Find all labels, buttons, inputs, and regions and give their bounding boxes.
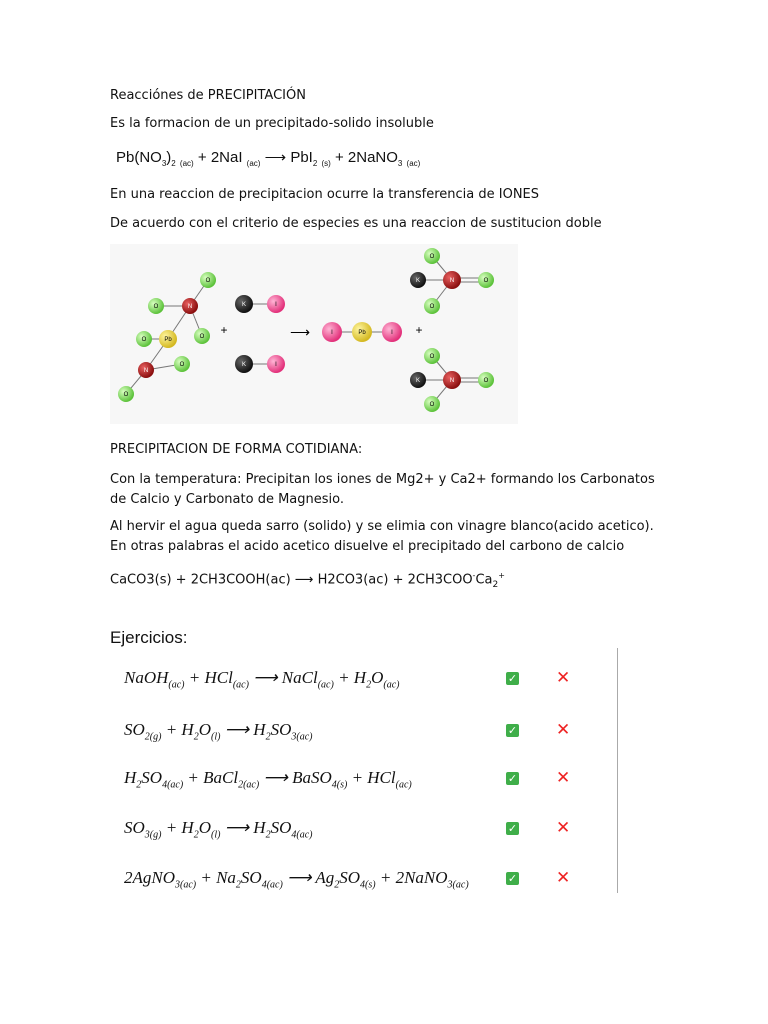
- cross-icon[interactable]: ✕: [556, 818, 571, 838]
- exercise-equation: [124, 668, 399, 690]
- acetic-equation: CaCO3(s) + 2CH3COOH(ac) ⟶ $H2CO3(ac) + 2CH3COO^-Ca_2^+$: [110, 571, 505, 590]
- exercise-equation: [124, 720, 312, 742]
- subscript: (ac): [395, 779, 412, 791]
- formula-text: + H: [333, 668, 367, 687]
- svg-text:O: O: [429, 402, 435, 408]
- formula-text: SO: [124, 818, 145, 837]
- subscript: (ac): [232, 679, 249, 691]
- subscript: 2: [136, 779, 142, 791]
- oxygen-label: O: [123, 392, 129, 398]
- formula-text: + 2NaNO: [375, 868, 448, 887]
- oxygen-label: O: [141, 337, 147, 343]
- subscript: 2: [265, 731, 271, 743]
- formula-text: SO: [339, 868, 361, 887]
- exercises-title: Ejercicios:: [110, 628, 188, 647]
- subscript: 3(ac): [291, 731, 313, 743]
- definition-line: Es la formacion de un precipitado-solido insoluble: [110, 116, 434, 131]
- subscript: (ac): [383, 679, 400, 691]
- subscript: 2: [334, 879, 340, 891]
- formula-text: SO: [240, 868, 262, 887]
- svg-text:O: O: [429, 354, 435, 360]
- subscript: 4(s): [331, 779, 348, 791]
- formula-text: ⟶ H: [220, 720, 266, 739]
- check-icon[interactable]: ✓: [507, 724, 518, 737]
- svg-text:K: K: [415, 378, 421, 384]
- subscript: 3(g): [144, 829, 162, 841]
- section-heading: Reacciónes de PRECIPITACIÓN: [110, 88, 306, 103]
- subscript: 2(g): [144, 731, 162, 743]
- svg-text:K: K: [241, 362, 247, 368]
- svg-text:N: N: [449, 378, 455, 384]
- svg-text:I: I: [275, 362, 277, 368]
- boiling-paragraph: Al hervir el agua queda sarro (solido) y se elimia con vinagre blanco(acido acetico). En otras palabras el acido acetico disuelve el precipitado del carbono de calcio: [110, 519, 654, 554]
- formula-text: SO: [141, 768, 163, 787]
- exercise-row: [124, 766, 604, 796]
- exercise-equation: [124, 768, 412, 790]
- svg-text:O: O: [429, 304, 435, 310]
- check-icon[interactable]: ✓: [507, 872, 518, 885]
- subscript: 3(ac): [447, 879, 469, 891]
- exercise-row: [124, 816, 604, 846]
- panel-divider: [617, 648, 618, 893]
- transfer-line: En una reaccion de precipitacion ocurre la transferencia de IONES: [110, 187, 540, 202]
- subscript: 2(ac): [238, 779, 260, 791]
- formula-text: ⟶ H: [220, 818, 266, 837]
- subscript: 4(s): [360, 879, 376, 891]
- formula-text: + Na: [196, 868, 236, 887]
- svg-text:O: O: [483, 378, 489, 384]
- subscript: 2: [235, 879, 241, 891]
- everyday-heading: PRECIPITACION DE FORMA COTIDIANA:: [110, 442, 363, 457]
- formula-text: ⟶ BaSO: [259, 768, 332, 787]
- formula-text: H: [124, 768, 137, 787]
- nitrogen-label: N: [143, 368, 149, 374]
- svg-text:Pb: Pb: [358, 330, 366, 336]
- subscript: 2: [193, 731, 199, 743]
- oxygen-label: O: [205, 278, 211, 284]
- subscript: 4(ac): [162, 779, 184, 791]
- subscript: (ac): [317, 679, 334, 691]
- oxygen-label: O: [179, 362, 185, 368]
- exercise-equation: [124, 818, 312, 840]
- formula-text: SO: [270, 720, 292, 739]
- check-icon[interactable]: ✓: [507, 672, 518, 685]
- svg-text:K: K: [415, 278, 421, 284]
- formula-text: O: [198, 818, 211, 837]
- subscript: 2: [366, 679, 372, 691]
- subscript: (ac): [168, 679, 185, 691]
- svg-text:I: I: [331, 330, 333, 336]
- formula-text: SO: [270, 818, 292, 837]
- cross-icon[interactable]: ✕: [556, 768, 571, 788]
- subscript: (l): [210, 731, 221, 743]
- svg-text:O: O: [483, 278, 489, 284]
- formula-text: + H: [161, 818, 194, 837]
- oxygen-label: O: [153, 304, 159, 310]
- subscript: 2: [265, 829, 271, 841]
- exercise-equation: [124, 868, 469, 890]
- formula-text: ⟶ Ag: [282, 868, 335, 887]
- formula-text: 2AgNO: [124, 868, 175, 887]
- check-icon[interactable]: ✓: [507, 822, 518, 835]
- main-equation: $Pb(NO_3)_2$ $_{(ac)}$ + 2NaI $_{(ac)}$ ⟶ PbI$_2$ $_{(s)}$ + 2NaNO$_3$ $_{(ac)}$: [116, 149, 421, 168]
- subscript: 4(ac): [291, 829, 313, 841]
- plus-sign: +: [220, 323, 228, 337]
- formula-text: + BaCl: [183, 768, 239, 787]
- svg-text:I: I: [391, 330, 393, 336]
- formula-text: O: [198, 720, 211, 739]
- svg-text:K: K: [241, 302, 247, 308]
- cross-icon[interactable]: ✕: [556, 720, 571, 740]
- subscript: 4(ac): [261, 879, 283, 891]
- temperature-paragraph: Con la temperatura: Precipitan los iones de Mg2+ y Ca2+ formando los Carbonatos de Calcio y Carbonato de Magnesio.: [110, 472, 655, 507]
- exercise-row: [124, 666, 604, 696]
- lead-label: Pb: [164, 337, 172, 343]
- formula-text: SO: [124, 720, 145, 739]
- formula-text: O: [371, 668, 384, 687]
- formula-text: + H: [161, 720, 194, 739]
- svg-text:N: N: [449, 278, 455, 284]
- exercise-row: [124, 718, 604, 748]
- formula-text: + HCl: [184, 668, 233, 687]
- nitrogen-label: N: [187, 304, 193, 310]
- subscript: (l): [210, 829, 221, 841]
- pbi2-molecule: [322, 322, 402, 342]
- exercises-panel: [110, 648, 618, 893]
- formula-text: NaOH: [124, 668, 169, 687]
- check-icon[interactable]: ✓: [507, 772, 518, 785]
- formula-text: ⟶ NaCl: [248, 668, 318, 687]
- formula-text: + HCl: [347, 768, 396, 787]
- cross-icon[interactable]: ✕: [556, 868, 571, 888]
- exercise-row: [124, 866, 604, 896]
- oxygen-label: O: [199, 334, 205, 340]
- reaction-diagram: [110, 244, 518, 424]
- diagram-arrow: ⟶: [289, 324, 311, 340]
- criterion-line: De acuerdo con el criterio de especies es una reaccion de sustitucion doble: [110, 216, 602, 231]
- svg-text:O: O: [429, 254, 435, 260]
- reaction-arrow: ⟶: [264, 149, 287, 166]
- cross-icon[interactable]: ✕: [556, 668, 571, 688]
- svg-text:I: I: [275, 302, 277, 308]
- plus-sign: +: [415, 323, 423, 337]
- subscript: 3(ac): [175, 879, 197, 891]
- subscript: 2: [193, 829, 199, 841]
